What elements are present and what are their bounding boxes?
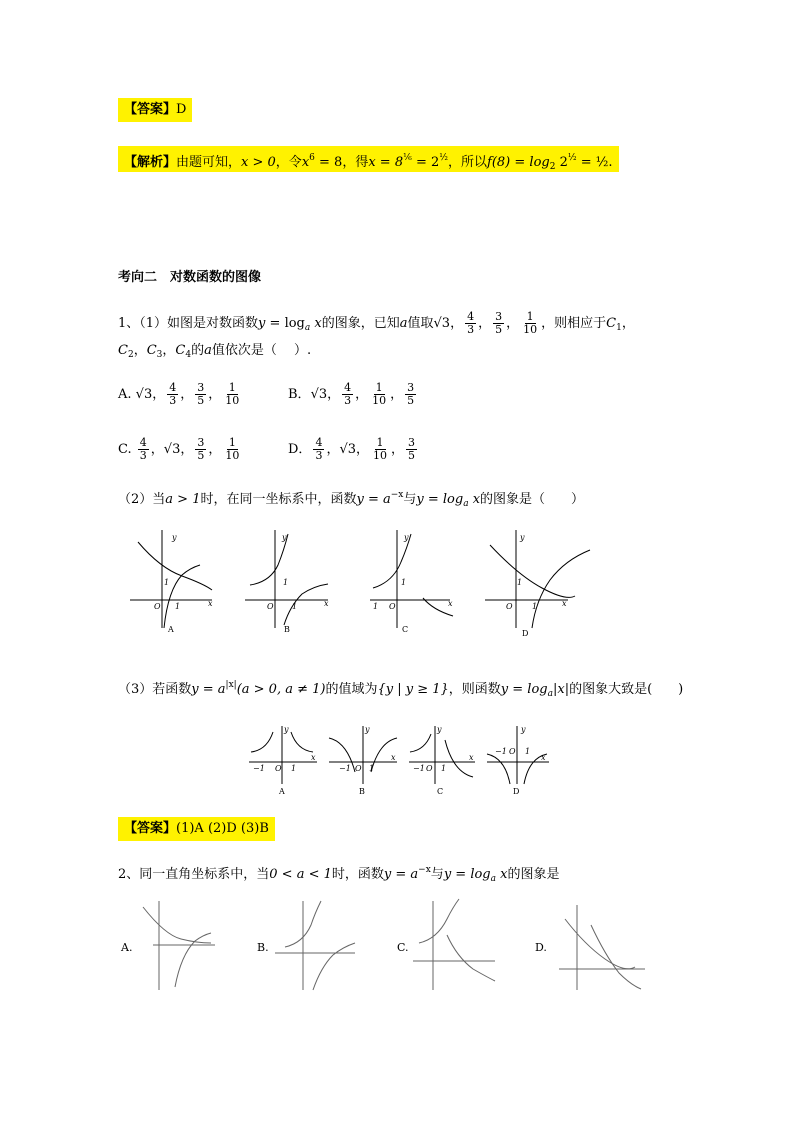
math: a xyxy=(463,499,469,509)
exp-frac: ⅙ xyxy=(403,153,412,163)
comma: ， xyxy=(326,442,340,457)
num: 4 xyxy=(169,381,177,394)
tick-label: 1 xyxy=(525,747,531,756)
graph-label: C xyxy=(437,787,444,796)
curve xyxy=(490,545,575,597)
math: 4 xyxy=(185,350,192,360)
frac xyxy=(167,382,178,407)
den: 10 xyxy=(372,394,387,407)
curve xyxy=(313,943,355,990)
math: x xyxy=(468,492,481,507)
num: 3 xyxy=(407,381,415,394)
den: 3 xyxy=(467,323,475,336)
axis-label-x: x xyxy=(324,599,329,608)
text: 值依次是（ ）. xyxy=(211,343,312,358)
text: 的图象大致是( ) xyxy=(569,682,684,697)
comma: ， xyxy=(208,387,222,402)
math: a xyxy=(490,874,496,884)
q4-text xyxy=(118,861,559,888)
comma: ， xyxy=(327,387,341,402)
frac xyxy=(405,382,416,407)
tick-label: 1 xyxy=(441,764,447,773)
q4-graph-c[interactable] xyxy=(413,899,495,990)
q4-graph-b[interactable] xyxy=(275,901,355,990)
exp-frac: ½ xyxy=(567,153,577,163)
q3-text xyxy=(118,676,683,703)
comma: ， xyxy=(391,442,405,457)
analysis-text: ，令 xyxy=(275,155,302,170)
option-c[interactable] xyxy=(118,437,243,462)
math: y = log xyxy=(443,867,491,882)
comma: ， xyxy=(390,387,404,402)
analysis-math: f(8) = log xyxy=(487,155,550,170)
math: y = log xyxy=(416,492,464,507)
curve xyxy=(284,584,328,625)
den: 3 xyxy=(315,449,323,462)
den: 10 xyxy=(373,449,388,462)
math: y = a xyxy=(383,867,419,882)
curve xyxy=(410,734,431,752)
q2-graph-d[interactable] xyxy=(485,530,590,628)
math: (a > 0, a ≠ 1) xyxy=(236,682,326,697)
text: 的值域为 xyxy=(325,682,378,697)
den: 10 xyxy=(523,323,538,336)
q3-graph-b[interactable] xyxy=(329,726,397,784)
math: C xyxy=(118,343,128,358)
comma: ， xyxy=(150,442,164,457)
axis-label-x: x xyxy=(391,753,396,762)
analysis-text: 由题可知， xyxy=(176,155,242,170)
tick-label: 1 xyxy=(283,578,289,587)
curve xyxy=(291,732,313,752)
q1-line2 xyxy=(118,342,311,364)
analysis-text: . xyxy=(608,155,613,170)
num: 1 xyxy=(228,436,236,449)
analysis-math: x xyxy=(301,155,310,170)
axis-label-x: x xyxy=(541,753,546,762)
section-title: 考向二 对数函数的图像 xyxy=(118,270,262,285)
origin-label: O xyxy=(355,764,362,773)
answer-label: 【答案】 xyxy=(124,821,177,836)
tick-label: 1 xyxy=(175,602,181,611)
graph-label: B xyxy=(359,787,365,796)
origin-label: O xyxy=(389,602,396,611)
analysis-text: ，得 xyxy=(342,155,369,170)
den: 5 xyxy=(197,394,205,407)
origin-label: O xyxy=(426,764,433,773)
math: −x xyxy=(390,490,404,500)
answer-label: 【答案】 xyxy=(124,102,177,117)
num: 3 xyxy=(408,436,416,449)
exp-frac: ½ xyxy=(439,153,449,163)
sqrt3: √3 xyxy=(163,442,181,457)
curve xyxy=(591,925,641,989)
tick-label: −1 xyxy=(253,764,265,773)
math: x xyxy=(496,867,508,882)
frac xyxy=(138,437,149,462)
axis-label-x: x xyxy=(562,599,567,608)
origin-label: O xyxy=(506,602,513,611)
axis-label-x: x xyxy=(208,599,213,608)
frac xyxy=(223,437,241,462)
result-frac: ½ xyxy=(595,155,609,170)
curve xyxy=(447,935,495,981)
num: 1 xyxy=(228,381,236,394)
answer-highlight-2 xyxy=(118,817,275,841)
text: 时，在同一坐标系中，函数 xyxy=(200,492,357,507)
den: 3 xyxy=(139,449,147,462)
origin-label: O xyxy=(154,602,161,611)
graph-label: D xyxy=(513,787,520,796)
curve xyxy=(251,732,273,752)
sqrt3: √3 xyxy=(135,387,153,402)
comma: ， xyxy=(180,442,194,457)
q4-graph-d[interactable] xyxy=(559,905,645,990)
q2-graph-a[interactable] xyxy=(130,530,212,628)
frac xyxy=(406,437,417,462)
analysis-math: = 2 xyxy=(411,155,440,170)
analysis-highlight xyxy=(118,146,619,172)
axis-label-y: y xyxy=(282,533,287,542)
text: 的图象，已知 xyxy=(321,316,400,331)
graph-label: B xyxy=(284,625,290,634)
analysis-text: ，所以 xyxy=(448,155,488,170)
q3-graph-c[interactable] xyxy=(409,726,475,784)
math: 3 xyxy=(156,350,163,360)
text: （3）若函数 xyxy=(118,682,192,697)
sqrt3: √3 xyxy=(339,442,357,457)
math: {y | y ≥ 1} xyxy=(377,682,449,697)
analysis-label: 【解析】 xyxy=(124,155,177,170)
graph-label: A xyxy=(279,787,285,796)
answer-highlight-1 xyxy=(118,98,192,122)
math: a > 1 xyxy=(165,492,201,507)
comma: ， xyxy=(506,316,520,331)
comma: ， xyxy=(356,442,370,457)
curve xyxy=(138,542,212,590)
num: 1 xyxy=(376,436,384,449)
comma: ， xyxy=(180,387,194,402)
den: 5 xyxy=(407,394,415,407)
math: y = a xyxy=(191,682,226,697)
tick-label: −1 xyxy=(339,764,351,773)
tick-label: 1 xyxy=(292,602,298,611)
analysis-math: x = 8 xyxy=(368,155,404,170)
curve xyxy=(532,550,590,628)
math: a xyxy=(204,343,212,358)
option-letter: C. xyxy=(118,442,132,457)
text: 值取 xyxy=(407,316,434,331)
den: 10 xyxy=(225,394,240,407)
comma: ， xyxy=(478,316,492,331)
analysis-math: 2 xyxy=(555,155,568,170)
analysis-math: 2 xyxy=(549,162,556,172)
tick-label: 1 xyxy=(164,578,170,587)
math: C xyxy=(606,316,617,331)
graph-label: A. xyxy=(121,941,133,954)
q2-text xyxy=(118,486,584,513)
math: y = a xyxy=(356,492,391,507)
text: （2）当 xyxy=(118,492,166,507)
origin-label: O xyxy=(275,764,282,773)
text: ，则相应于 xyxy=(541,316,607,331)
q4-graphs xyxy=(115,895,675,1000)
option-letter: D． xyxy=(288,442,312,457)
math: a xyxy=(547,689,553,699)
math: a xyxy=(399,316,408,331)
axis-label-x: x xyxy=(469,753,474,762)
den: 10 xyxy=(225,449,240,462)
comma: ， xyxy=(133,343,147,358)
sqrt3: √3 xyxy=(433,316,451,331)
q3-graphs xyxy=(245,722,555,797)
option-b[interactable] xyxy=(288,382,418,407)
frac xyxy=(195,382,206,407)
frac-4-3 xyxy=(465,311,476,336)
math: −x xyxy=(418,865,431,875)
option-d[interactable] xyxy=(288,437,419,462)
math: C xyxy=(146,343,157,358)
frac xyxy=(313,437,324,462)
num: 4 xyxy=(315,436,323,449)
math: = log xyxy=(265,316,305,331)
math: 0 < a < 1 xyxy=(269,867,332,882)
text: ，则函数 xyxy=(448,682,501,697)
frac xyxy=(370,382,388,407)
graph-label: C. xyxy=(397,941,409,954)
curve xyxy=(164,565,200,628)
answer-value: (1)A (2)D (3)B xyxy=(176,821,269,836)
comma: ， xyxy=(208,442,222,457)
den: 3 xyxy=(344,394,352,407)
comma: ， xyxy=(162,343,176,358)
comma: ， xyxy=(355,387,369,402)
axis-label-y: y xyxy=(520,533,525,542)
tick-label: 1 xyxy=(291,764,297,773)
tick-label: 1 xyxy=(401,578,407,587)
den: 5 xyxy=(197,449,205,462)
num: 1 xyxy=(375,381,383,394)
text: 与 xyxy=(403,492,417,507)
axis-label-x: x xyxy=(448,599,453,608)
den: 5 xyxy=(408,449,416,462)
num: 4 xyxy=(139,436,147,449)
answer-value: D xyxy=(176,102,187,117)
q4-graph-a[interactable] xyxy=(143,901,215,990)
math: |x| xyxy=(552,682,570,697)
curve xyxy=(487,754,510,784)
graph-label: B. xyxy=(257,941,269,954)
math: y = log xyxy=(500,682,548,697)
axis-label-y: y xyxy=(172,533,177,542)
num: 4 xyxy=(467,310,475,323)
comma: ， xyxy=(450,316,464,331)
analysis-math: = xyxy=(576,155,596,170)
frac xyxy=(195,437,206,462)
q1-line1 xyxy=(118,311,635,337)
text: 与 xyxy=(430,867,444,882)
axis-label-y: y xyxy=(437,725,442,734)
math: a xyxy=(304,323,311,333)
num: 4 xyxy=(344,381,352,394)
origin-label: O xyxy=(509,747,516,756)
analysis-math: x > 0 xyxy=(241,155,276,170)
sqrt3: √3 xyxy=(310,387,328,402)
axis-label-x: x xyxy=(311,753,316,762)
text: 的图象是（ ） xyxy=(480,492,585,507)
math: 2 xyxy=(127,350,134,360)
text: 时，函数 xyxy=(331,867,384,882)
option-letter: A. xyxy=(118,387,132,402)
graph-label: D xyxy=(522,629,529,638)
math: |x| xyxy=(225,680,237,690)
math: x xyxy=(310,316,322,331)
option-a[interactable] xyxy=(118,382,243,407)
tick-label: 1 xyxy=(532,602,538,611)
den: 5 xyxy=(495,323,503,336)
analysis-math: = 8 xyxy=(314,155,343,170)
frac xyxy=(342,382,353,407)
text: 的 xyxy=(191,343,205,358)
text: 的图象是 xyxy=(507,867,560,882)
q2-graphs xyxy=(120,520,600,645)
graph-label: D. xyxy=(535,941,547,954)
den: 3 xyxy=(169,394,177,407)
num: 3 xyxy=(197,436,205,449)
text: 1、（1）如图是对数函数 xyxy=(118,316,259,331)
graph-label: A xyxy=(168,625,174,634)
comma: ， xyxy=(152,387,166,402)
q3-graph-a[interactable] xyxy=(249,726,317,784)
analysis-math: 6 xyxy=(309,153,315,163)
frac-3-5 xyxy=(493,311,504,336)
math: y xyxy=(258,316,266,331)
tick-label: 1 xyxy=(373,602,379,611)
axis-label-y: y xyxy=(404,533,409,542)
tick-label: −1 xyxy=(413,764,425,773)
q2-graph-c[interactable] xyxy=(370,530,453,628)
curve xyxy=(419,899,459,943)
origin-label: O xyxy=(267,602,274,611)
frac-1-10 xyxy=(521,311,539,336)
tick-label: −1 xyxy=(495,747,507,756)
frac xyxy=(223,382,241,407)
tick-label: 1 xyxy=(369,764,375,773)
axis-label-y: y xyxy=(365,725,370,734)
option-letter: B． xyxy=(288,387,311,402)
math: 1 xyxy=(616,323,622,333)
comma: ， xyxy=(621,316,635,331)
num: 1 xyxy=(526,310,534,323)
num: 3 xyxy=(197,381,205,394)
axis-label-y: y xyxy=(521,725,526,734)
axis-label-y: y xyxy=(284,725,289,734)
num: 3 xyxy=(495,310,503,323)
tick-label: 1 xyxy=(517,578,523,587)
frac xyxy=(371,437,389,462)
math: C xyxy=(175,343,186,358)
text: 2、同一直角坐标系中，当 xyxy=(118,867,270,882)
graph-label: C xyxy=(402,625,409,634)
